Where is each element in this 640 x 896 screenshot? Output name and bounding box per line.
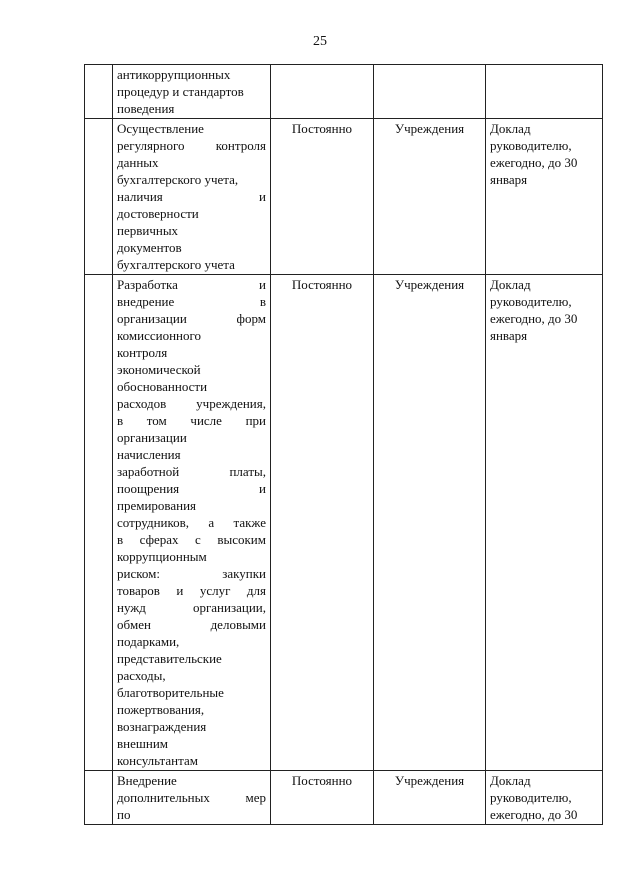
responsible-cell: Учреждения bbox=[374, 275, 486, 771]
term-cell: Постоянно bbox=[271, 275, 374, 771]
measure-line: Внедрение bbox=[117, 773, 177, 788]
term-cell bbox=[271, 65, 374, 119]
number-cell bbox=[85, 65, 113, 119]
report-line: руководителю, bbox=[490, 790, 572, 805]
measure-line: консультантам bbox=[117, 753, 198, 768]
measure-line: начисления bbox=[117, 447, 181, 462]
measure-line: товаров и услуг для bbox=[117, 583, 266, 598]
report-line: января bbox=[490, 328, 528, 343]
measure-line: расходов учреждения, bbox=[117, 396, 266, 411]
measure-line: бухгалтерского учета bbox=[117, 257, 235, 272]
measure-line: вознаграждения bbox=[117, 719, 207, 734]
table-body bbox=[85, 65, 603, 825]
report-line: ежегодно, до 30 bbox=[490, 807, 578, 822]
measure-line: достоверности bbox=[117, 206, 199, 221]
term-cell: Постоянно bbox=[271, 119, 374, 275]
measure-line: экономической bbox=[117, 362, 201, 377]
measure-line: заработной платы, bbox=[117, 464, 266, 479]
measure-cell bbox=[113, 275, 271, 771]
measure-line: контроля bbox=[117, 345, 168, 360]
measure-line: пожертвования, bbox=[117, 702, 205, 717]
measure-line: в сферах с высоким bbox=[117, 532, 266, 547]
report-cell bbox=[486, 65, 603, 119]
responsible-cell bbox=[374, 65, 486, 119]
measure-line: Разработка и bbox=[117, 277, 266, 292]
measure-line: первичных bbox=[117, 223, 179, 238]
measures-table bbox=[84, 64, 603, 825]
number-cell bbox=[85, 771, 113, 825]
measure-line: коррупционным bbox=[117, 549, 207, 564]
measure-line: документов bbox=[117, 240, 182, 255]
measure-line: в том числе при bbox=[117, 413, 266, 428]
report-line: ежегодно, до 30 bbox=[490, 311, 578, 326]
report-line: Доклад bbox=[490, 773, 531, 788]
measure-line: бухгалтерского учета, bbox=[117, 172, 239, 187]
table-row bbox=[85, 65, 603, 119]
table-row bbox=[85, 771, 603, 825]
report-cell bbox=[486, 119, 603, 275]
measure-line: внедрение в bbox=[117, 294, 266, 309]
report-line: января bbox=[490, 172, 528, 187]
measure-line: антикоррупционных bbox=[117, 67, 231, 82]
report-line: руководителю, bbox=[490, 138, 572, 153]
measure-line: премирования bbox=[117, 498, 197, 513]
measure-line: по bbox=[117, 807, 131, 822]
report-line: ежегодно, до 30 bbox=[490, 155, 578, 170]
measure-line: обмен деловыми bbox=[117, 617, 266, 632]
measure-cell bbox=[113, 771, 271, 825]
measure-line: организации bbox=[117, 430, 187, 445]
measure-line: Осуществление bbox=[117, 121, 204, 136]
table-row bbox=[85, 119, 603, 275]
term-cell: Постоянно bbox=[271, 771, 374, 825]
number-cell bbox=[85, 275, 113, 771]
measure-line: поощрения и bbox=[117, 481, 266, 496]
measure-line: обоснованности bbox=[117, 379, 208, 394]
measure-line: процедур и стандартов bbox=[117, 84, 244, 99]
report-line: руководителю, bbox=[490, 294, 572, 309]
report-cell bbox=[486, 771, 603, 825]
table-row bbox=[85, 275, 603, 771]
page-number: 25 bbox=[313, 34, 327, 49]
measure-line: организации форм bbox=[117, 311, 266, 326]
measure-line: сотрудников, а также bbox=[117, 515, 266, 530]
measure-line: нужд организации, bbox=[117, 600, 266, 615]
measure-line: благотворительные bbox=[117, 685, 224, 700]
number-cell bbox=[85, 119, 113, 275]
report-cell bbox=[486, 275, 603, 771]
measure-cell bbox=[113, 65, 271, 119]
measure-line: поведения bbox=[117, 101, 175, 116]
measure-line: риском: закупки bbox=[117, 566, 266, 581]
measure-line: дополнительных мер bbox=[117, 790, 266, 805]
measure-line: представительские bbox=[117, 651, 222, 666]
measure-line: комиссионного bbox=[117, 328, 202, 343]
responsible-cell: Учреждения bbox=[374, 771, 486, 825]
report-line: Доклад bbox=[490, 121, 531, 136]
measure-line: внешним bbox=[117, 736, 169, 751]
measure-line: наличия и bbox=[117, 189, 266, 204]
responsible-cell: Учреждения bbox=[374, 119, 486, 275]
measure-line: подарками, bbox=[117, 634, 180, 649]
measure-cell bbox=[113, 119, 271, 275]
report-line: Доклад bbox=[490, 277, 531, 292]
measure-line: данных bbox=[117, 155, 159, 170]
measure-line: регулярного контроля bbox=[117, 138, 266, 153]
measure-line: расходы, bbox=[117, 668, 166, 683]
